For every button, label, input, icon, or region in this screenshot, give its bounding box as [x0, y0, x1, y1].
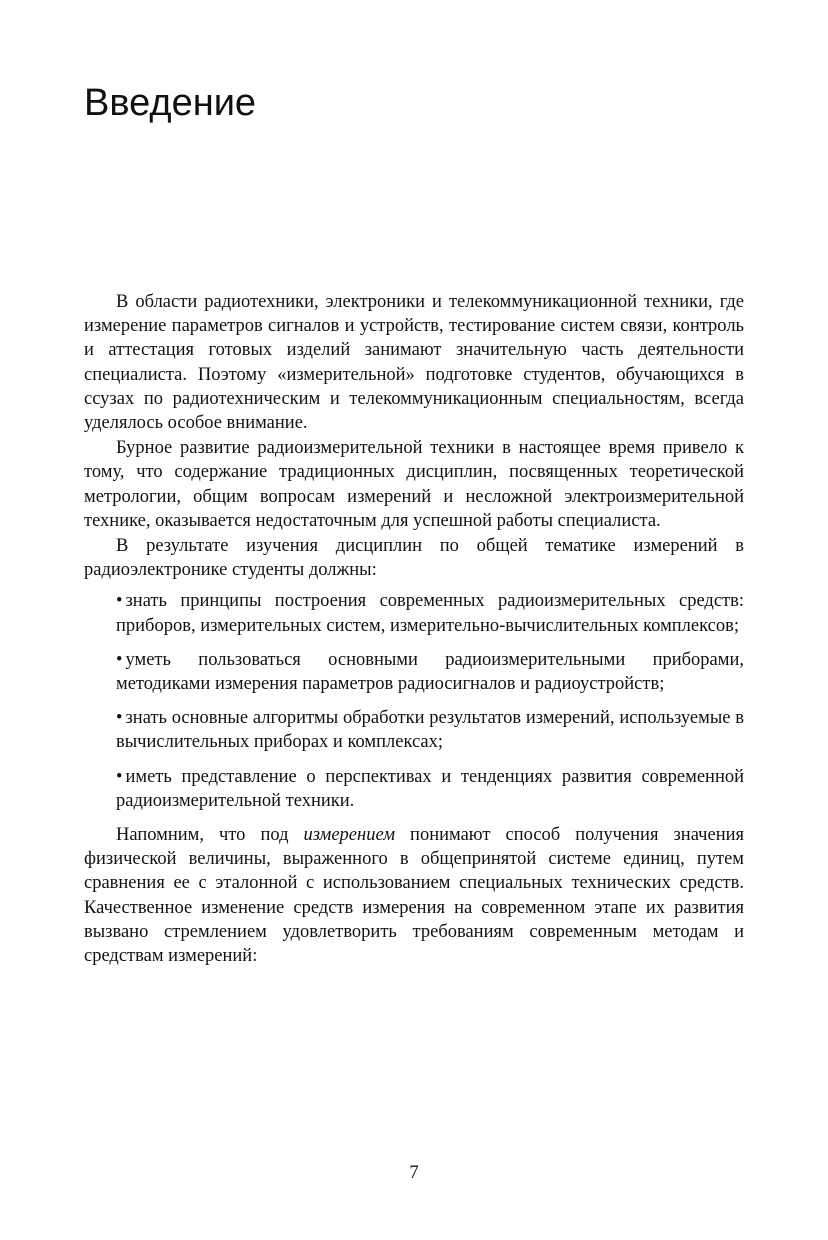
list-item	[84, 765, 744, 813]
definition-term: измерением	[303, 825, 396, 846]
definition-text-after: понимают способ получения значения физической величины, выраженного в общепринятой системе единиц, путем сравнения ее с эталонной с использованием специальных технических средств. Качественное изменение средств измерения на современном этапе их развития вызвано стремлением удовлетворить требованиям современным методам и средствам измерений:	[84, 825, 745, 967]
list-item-text: знать основные алгоритмы обработки результатов измерений, используемые в вычислительных приборах и комплексах;	[116, 708, 744, 753]
paragraph-development: Бурное развитие радиоизмерительной техники в настоящее время привело к тому, что содержание традиционных дисциплин, посвященных теоретической метрологии, общим вопросам измерений и несложной электроизмерительной технике, оказывается недостаточным для успешной работы специалиста.	[84, 438, 744, 531]
chapter-body	[84, 290, 744, 968]
paragraph-measurement-definition	[84, 823, 744, 968]
list-item-text: знать принципы построения современных радиоизмерительных средств: приборов, измерительных систем, измерительно-вычислительных комплексов;	[116, 591, 744, 636]
bullet-icon: •	[116, 649, 123, 670]
list-item-text: уметь пользоваться основными радиоизмерительными приборами, методиками измерения параметров радиосигналов и радиоустройств;	[116, 649, 744, 695]
list-item	[84, 706, 744, 754]
list-item	[84, 589, 744, 637]
definition-text-before: Напомним, что под	[116, 825, 304, 846]
page-number: 7	[409, 1163, 419, 1183]
bullet-icon: •	[116, 766, 123, 787]
chapter-title: Введение	[84, 82, 257, 124]
list-item-text: иметь представление о перспективах и тенденциях развития современной радиоизмерительной техники.	[116, 766, 744, 811]
paragraph-intro: В области радиотехники, электроники и телекоммуникационной техники, где измерение параметров сигналов и устройств, тестирование систем связи, контроль и аттестация готовых изделий занимают значительную часть деятельности специалиста. Поэтому «измерительной» подготовке студентов, обучающихся в ссузах по радиотехническим и телекоммуникационным специальностям, всегда уделялось особое внимание.	[84, 292, 744, 434]
list-item	[84, 648, 744, 696]
requirements-list	[84, 589, 744, 813]
bullet-icon: •	[116, 591, 123, 612]
paragraph-requirements-lead: В результате изучения дисциплин по общей тематике измерений в радиоэлектронике студенты должны:	[84, 536, 744, 581]
bullet-icon: •	[116, 708, 123, 729]
